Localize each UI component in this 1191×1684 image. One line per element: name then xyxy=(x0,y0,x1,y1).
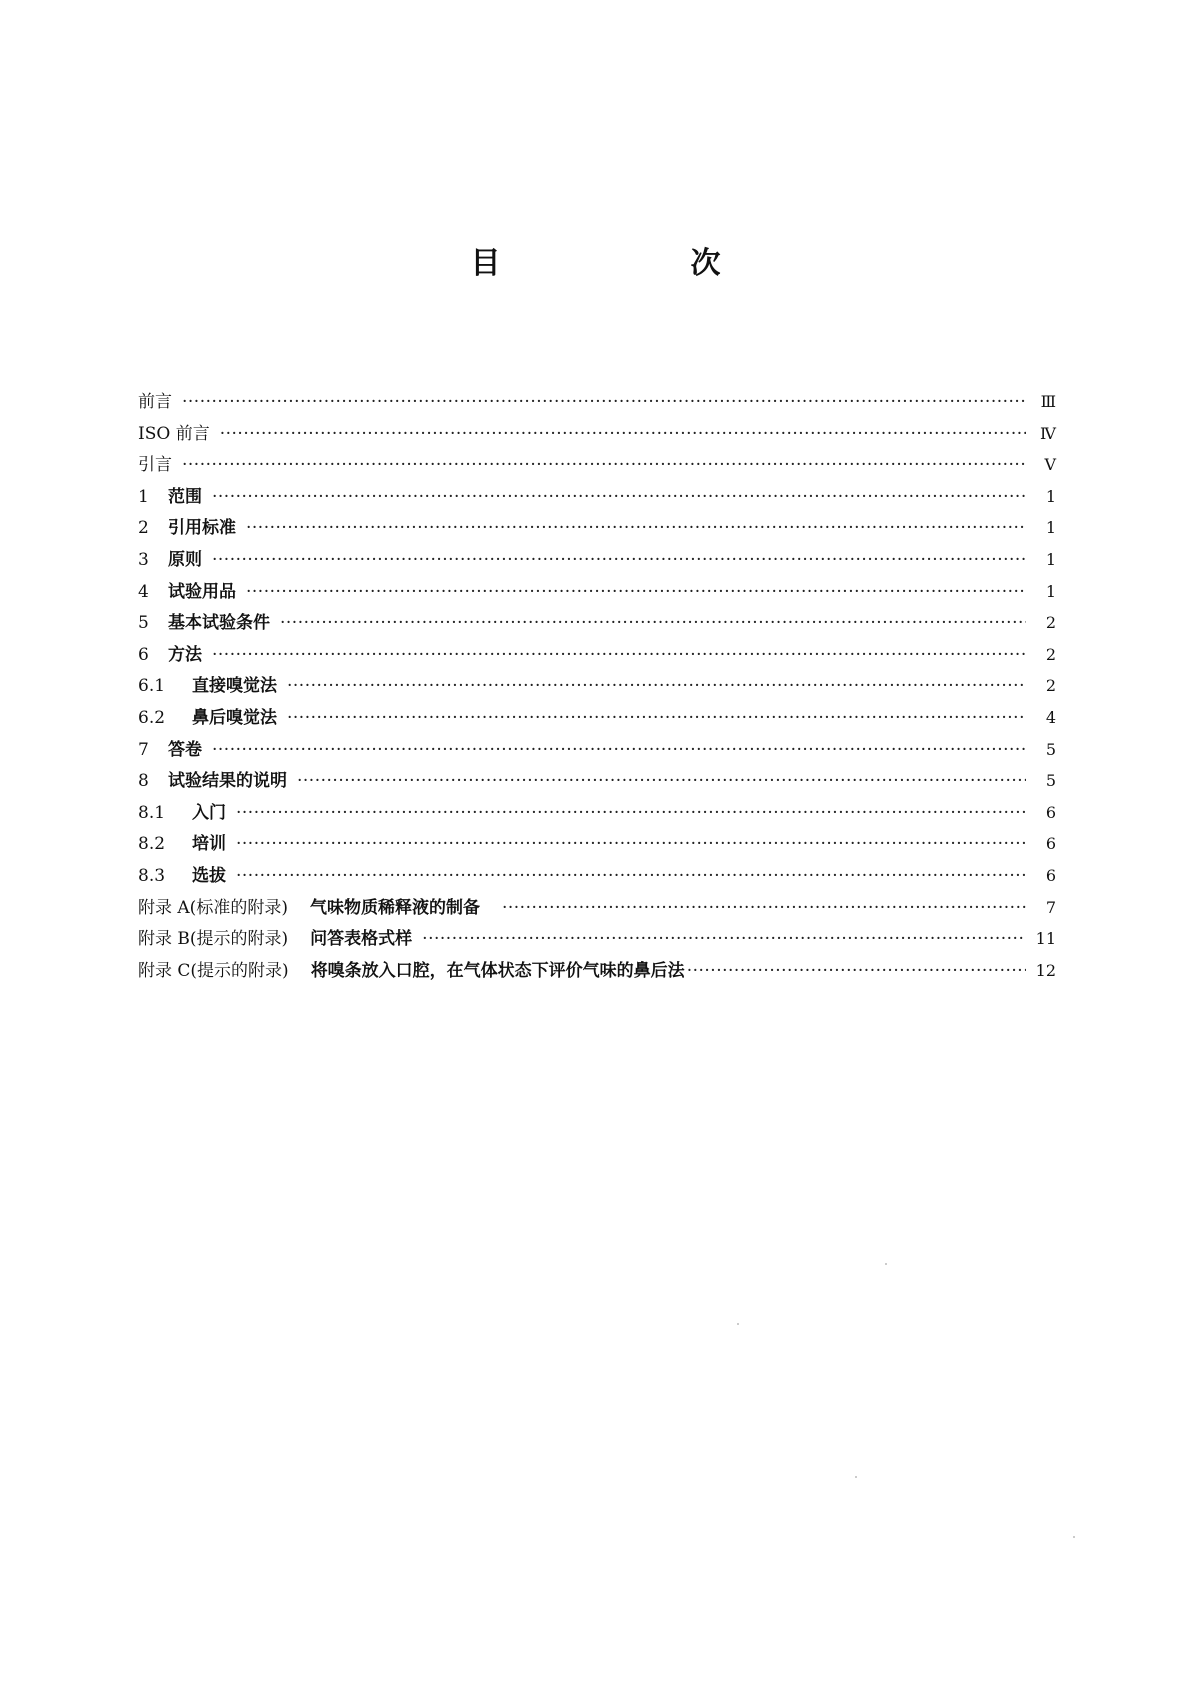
toc-appendix-title: 问答表格式样 xyxy=(310,929,413,950)
toc-entry-label: 引言 xyxy=(138,455,172,476)
toc-entry-foreword[interactable] xyxy=(138,387,1056,419)
toc-entry-8[interactable] xyxy=(138,766,1056,798)
toc-page-number: 11 xyxy=(1035,929,1056,949)
toc-page-number: 12 xyxy=(1035,960,1056,980)
toc-entry-1[interactable] xyxy=(138,482,1056,514)
toc-entry-label: 培训 xyxy=(192,834,226,855)
dot-leader xyxy=(502,898,1026,918)
toc-entry-appendix-b[interactable] xyxy=(138,924,1056,956)
dot-leader xyxy=(182,455,1026,475)
toc-entry-number: 3 xyxy=(138,549,149,570)
toc-entry-8-1[interactable] xyxy=(138,798,1056,830)
toc-entry-label: 方法 xyxy=(168,644,202,665)
toc-entry-4[interactable] xyxy=(138,577,1056,609)
toc-entry-3[interactable] xyxy=(138,545,1056,577)
toc-page-number: 7 xyxy=(1045,897,1056,917)
toc-entry-8-3[interactable] xyxy=(138,861,1056,893)
dot-leader xyxy=(212,487,1026,507)
toc-entry-6-2[interactable] xyxy=(138,703,1056,735)
toc-entry-number: 4 xyxy=(138,581,149,602)
toc-page-number: 5 xyxy=(1045,739,1056,759)
toc-page-number: 1 xyxy=(1045,549,1056,569)
toc-entry-number: 6.1 xyxy=(138,676,166,697)
toc-entry-label: 试验结果的说明 xyxy=(168,771,287,792)
dot-leader xyxy=(236,834,1026,854)
toc-appendix-title: 气味物质稀释液的制备 xyxy=(309,897,480,918)
toc-entry-label: 入门 xyxy=(192,802,226,823)
scan-speck xyxy=(737,1323,739,1325)
toc-entry-introduction[interactable] xyxy=(138,450,1056,482)
dot-leader xyxy=(220,424,1026,444)
toc-page-number: 6 xyxy=(1045,802,1056,822)
toc-entry-number: 5 xyxy=(138,613,149,634)
dot-leader xyxy=(212,550,1026,570)
toc-entry-number: 1 xyxy=(138,486,149,507)
dot-leader xyxy=(287,708,1026,728)
toc-entry-label: 基本试验条件 xyxy=(168,613,270,634)
scan-speck xyxy=(1073,1536,1075,1538)
toc-entry-label: 答卷 xyxy=(168,739,202,760)
toc-entry-label: 引用标准 xyxy=(168,518,236,539)
toc-entry-2[interactable] xyxy=(138,513,1056,545)
dot-leader xyxy=(182,392,1026,412)
toc-entry-label: 附录 C(提示的附录) xyxy=(138,960,289,981)
toc-page-number: 4 xyxy=(1045,707,1056,727)
toc-entry-label: 试验用品 xyxy=(168,581,236,602)
scan-speck xyxy=(885,1263,887,1265)
toc-page-number: 2 xyxy=(1045,676,1056,696)
toc-entry-7[interactable] xyxy=(138,735,1056,767)
toc-entry-label: 范围 xyxy=(168,486,202,507)
toc-entry-number: 8.2 xyxy=(138,834,166,855)
scan-speck xyxy=(855,1476,857,1478)
toc-entry-number: 8.1 xyxy=(138,802,166,823)
toc-entry-appendix-c[interactable] xyxy=(138,956,1056,988)
dot-leader xyxy=(246,518,1026,538)
toc-page-number: 1 xyxy=(1045,581,1056,601)
toc-entry-appendix-a[interactable] xyxy=(138,893,1056,925)
dot-leader xyxy=(236,866,1026,886)
dot-leader xyxy=(687,961,1026,981)
toc-entry-number: 6 xyxy=(138,644,149,665)
dot-leader xyxy=(236,803,1026,823)
toc-entry-5[interactable] xyxy=(138,608,1056,640)
toc-entry-6[interactable] xyxy=(138,640,1056,672)
toc-entry-label: 原则 xyxy=(168,549,202,570)
table-of-contents xyxy=(138,387,1056,987)
toc-page-number: 1 xyxy=(1045,486,1056,506)
toc-entry-label: 附录 A(标准的附录) xyxy=(138,897,288,918)
toc-page-number: 2 xyxy=(1045,613,1056,633)
dot-leader xyxy=(287,676,1026,696)
toc-entry-number: 7 xyxy=(138,739,149,760)
toc-entry-number: 2 xyxy=(138,518,149,539)
toc-page-number: 2 xyxy=(1045,644,1056,664)
toc-entry-iso-foreword[interactable] xyxy=(138,419,1056,451)
dot-leader xyxy=(422,929,1025,949)
toc-page-number: 5 xyxy=(1045,771,1056,791)
toc-page-number: 6 xyxy=(1045,865,1056,885)
toc-entry-label: 直接嗅觉法 xyxy=(192,676,277,697)
toc-appendix-title: 将嗅条放入口腔，在气体状态下评价气味的鼻后法 xyxy=(310,960,685,981)
dot-leader xyxy=(212,645,1026,665)
toc-page-number: 6 xyxy=(1045,834,1056,854)
toc-entry-label: ISO 前言 xyxy=(138,423,210,444)
toc-entry-label: 选拔 xyxy=(192,865,226,886)
toc-page-number: Ⅲ xyxy=(1040,392,1056,411)
toc-page-number: 1 xyxy=(1045,518,1056,538)
toc-page-number: Ⅳ xyxy=(1040,423,1056,443)
dot-leader xyxy=(297,771,1026,791)
toc-entry-label: 鼻后嗅觉法 xyxy=(192,707,277,728)
toc-entry-6-1[interactable] xyxy=(138,671,1056,703)
dot-leader xyxy=(246,582,1026,602)
toc-entry-number: 6.2 xyxy=(138,707,166,728)
toc-page-number: Ⅴ xyxy=(1044,455,1056,475)
toc-entry-label: 前言 xyxy=(138,392,172,412)
toc-entry-number: 8.3 xyxy=(138,865,166,886)
toc-entry-8-2[interactable] xyxy=(138,829,1056,861)
toc-entry-label: 附录 B(提示的附录) xyxy=(138,929,289,950)
dot-leader xyxy=(212,740,1026,760)
toc-entry-number: 8 xyxy=(138,771,149,792)
page-title: 目 次 xyxy=(470,246,801,281)
dot-leader xyxy=(280,613,1026,633)
